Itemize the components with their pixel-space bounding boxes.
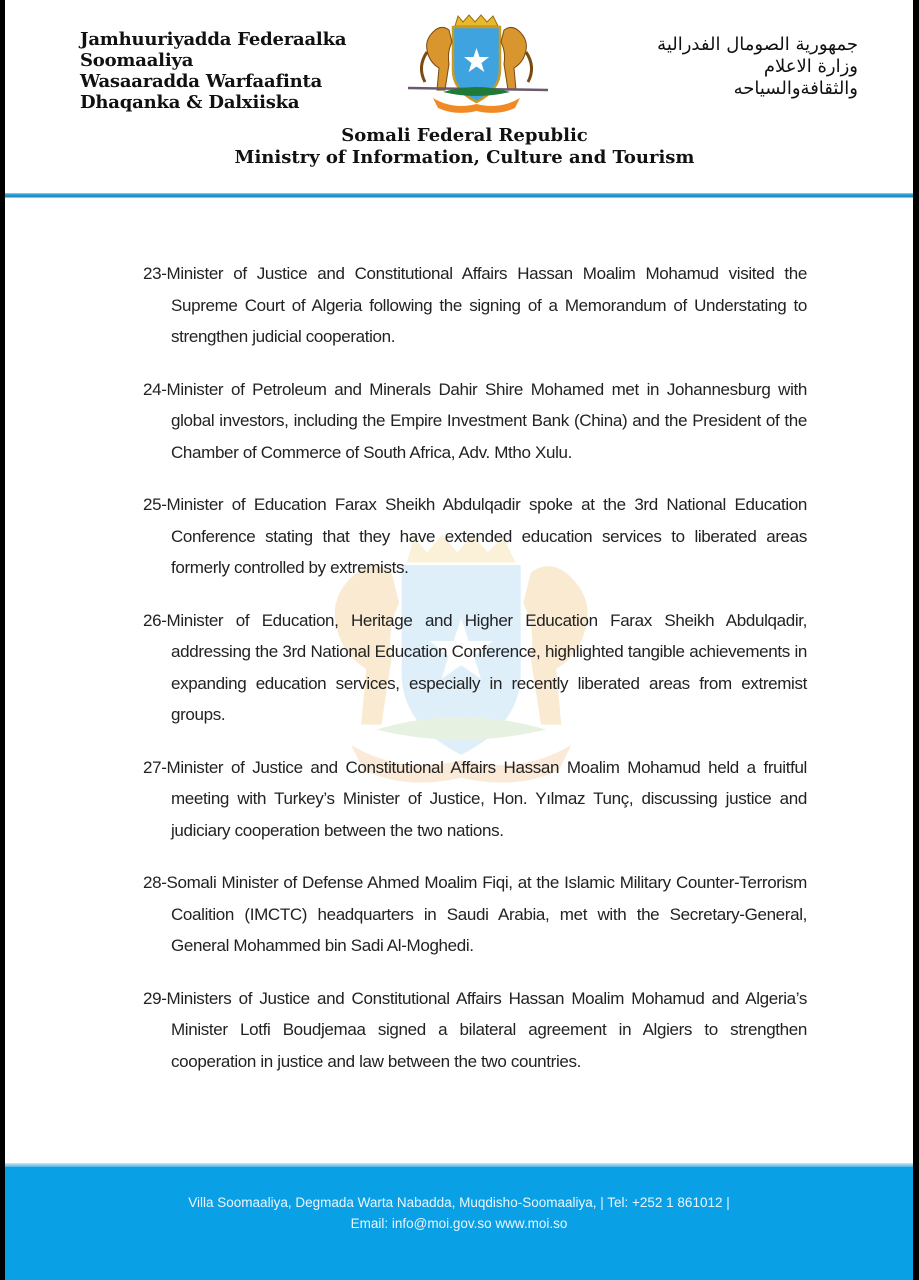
- header-center-line: Ministry of Information, Culture and Tourism: [234, 147, 695, 168]
- list-item: [143, 605, 807, 731]
- header-center-line: Somali Federal Republic: [341, 125, 588, 146]
- item-number: 23-: [143, 264, 167, 283]
- footer-email-website: Email: info@moi.gov.so www.moi.so: [350, 1216, 568, 1231]
- footer-address: Villa Soomaaliya, Degmada Warta Nabadda, Muqdisho-Soomaaliya, | Tel: +252 1 861012 |: [188, 1195, 730, 1210]
- item-number: 27-: [143, 757, 167, 777]
- header-right-line: وزارة الاعلام: [763, 56, 858, 77]
- list-item: [143, 752, 807, 847]
- header-right-line: جمهورية الصومال الفدرالية: [657, 34, 858, 55]
- list-item: [143, 489, 807, 584]
- item-text: Minister of Justice and Constitutional Affairs Hassan Moalim Mohamud held a fruitful meeting with Turkey’s Minister of Justice, Hon. Yılmaz Tunç, discussing justice and judiciary cooperation between the two nations.: [166, 757, 807, 840]
- header-arabic-title: [657, 34, 858, 100]
- item-number: 26-: [143, 610, 167, 630]
- footer-contact: [5, 1192, 913, 1234]
- footer-bar: [5, 1167, 913, 1280]
- item-text: Ministers of Justice and Constitutional Affairs Hassan Moalim Mohamud and Algeria’s Minister Lotfi Boudjemaa signed a bilateral agreement in Algiers to strengthen cooperation in justice and law between the two countries.: [166, 988, 807, 1071]
- header-left-line: Jamhuuriyadda Federaalka: [80, 29, 347, 50]
- somalia-coat-of-arms-icon: [403, 12, 553, 117]
- header-left-line: Soomaaliya: [80, 50, 194, 71]
- header-divider: [5, 193, 913, 198]
- item-text: Minister of Justice and Constitutional Affairs Hassan Moalim Mohamud visited the Supreme Court of Algeria following the signing of a Memorandum of Understating to strengthen judicial cooperation.: [166, 264, 807, 346]
- item-number: 28-: [143, 873, 167, 892]
- list-item: [143, 867, 807, 962]
- header-somali-title: [80, 29, 346, 113]
- item-number: 29-: [143, 988, 167, 1008]
- list-item: [143, 258, 807, 353]
- header-left-line: Dhaqanka & Dalxiiska: [80, 92, 300, 113]
- item-number: 25-: [143, 495, 167, 514]
- item-text: Somali Minister of Defense Ahmed Moalim Fiqi, at the Islamic Military Counter-Terrorism Coalition (IMCTC) headquarters in Saudi Arabia, met with the Secretary-General, General Mohammed bin Sadi Al-Moghedi.: [166, 873, 807, 955]
- header-left-line: Wasaaradda Warfaafinta: [80, 71, 323, 92]
- item-text: Minister of Education, Heritage and Higher Education Farax Sheikh Abdulqadir, addressing the 3rd National Education Conference, highlighted tangible achievements in expanding education services, especially in recently liberated areas from extremist groups.: [166, 610, 807, 724]
- header-english-title: [5, 125, 913, 169]
- header-right-line: والثقافةوالسياحه: [733, 78, 858, 99]
- item-number: 24-: [143, 379, 167, 399]
- list-item: [143, 983, 807, 1078]
- item-text: Minister of Education Farax Sheikh Abdulqadir spoke at the 3rd National Education Conference stating that they have extended education services to liberated areas formerly controlled by extremists.: [166, 495, 807, 577]
- letterhead-page: [5, 0, 913, 1280]
- list-item: [143, 374, 807, 469]
- item-text: Minister of Petroleum and Minerals Dahir Shire Mohamed met in Johannesburg with global investors, including the Empire Investment Bank (China) and the President of the Chamber of Commerce of South Africa, Adv. Mtho Xulu.: [166, 379, 807, 462]
- news-items-list: [143, 258, 807, 1098]
